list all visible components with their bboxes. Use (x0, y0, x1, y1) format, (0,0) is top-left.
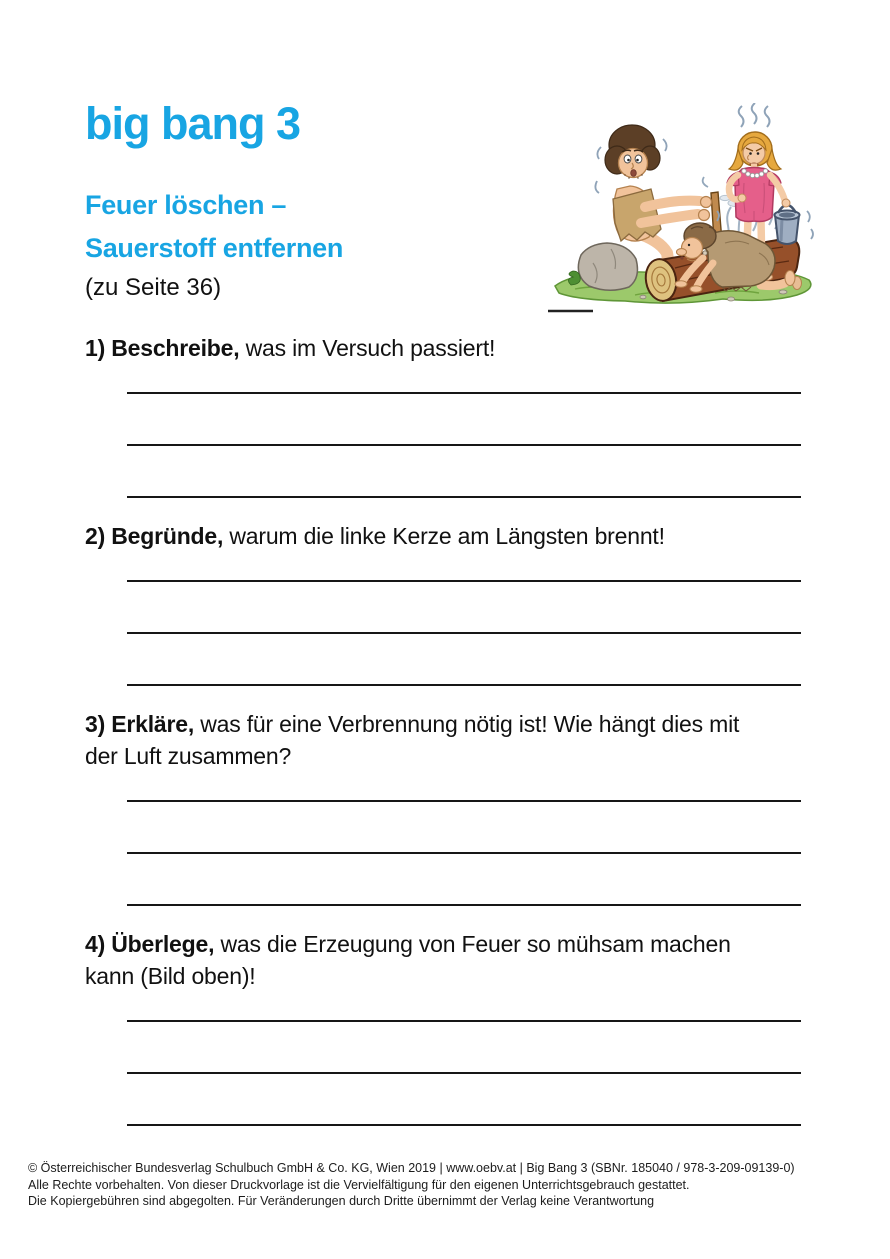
answer-line[interactable] (127, 446, 801, 498)
cavemen-fire-illustration (545, 103, 820, 316)
subtitle-line-1: Feuer löschen – (85, 190, 287, 220)
question-2-rest: warum die linke Kerze am Längsten brennt! (223, 523, 665, 549)
footer-line-2: Alle Rechte vorbehalten. Von dieser Druckvorlage ist die Vervielfältigung für den eigenen Unterrichtsgebrauch gestattet. (28, 1177, 690, 1192)
header (85, 98, 343, 304)
answer-line[interactable] (127, 802, 801, 854)
question-3 (85, 708, 845, 906)
answer-line[interactable] (127, 992, 801, 1022)
question-2-lead: 2) Begründe, (85, 523, 224, 549)
question-3-text-line2: der Luft zusammen? (85, 743, 292, 769)
answer-line[interactable] (127, 1074, 801, 1126)
page-reference: (zu Seite 36) (85, 274, 222, 301)
page-subtitle (85, 184, 343, 270)
questions-section (85, 332, 845, 1126)
answer-line[interactable] (127, 854, 801, 906)
question-4 (85, 928, 845, 1126)
answer-line[interactable] (127, 394, 801, 446)
question-4-text (85, 928, 845, 960)
question-1-text (85, 332, 845, 364)
answer-line[interactable] (127, 634, 801, 686)
question-1-lead: 1) Beschreibe, (85, 335, 240, 361)
question-2 (85, 520, 845, 686)
bucket (775, 199, 814, 244)
cavemen-fire-cartoon (545, 103, 820, 316)
footer-line-3: Die Kopiergebühren sind abgegolten. Für Veränderungen durch Dritte übernimmt der Verlag keine Verantwortung (28, 1194, 655, 1208)
question-1 (85, 332, 845, 498)
question-4-lead: 4) Überlege, (85, 931, 215, 957)
caveman-arms (641, 197, 712, 224)
answer-line[interactable] (127, 364, 801, 394)
answer-line[interactable] (127, 552, 801, 582)
subtitle-line-2: Sauerstoff entfernen (85, 233, 344, 263)
question-3-rest: was für eine Verbrennung nötig ist! Wie hängt dies mit (194, 711, 740, 737)
question-3-lead: 3) Erkläre, (85, 711, 195, 737)
question-2-text (85, 520, 845, 552)
answer-line[interactable] (127, 1022, 801, 1074)
question-4-rest: was die Erzeugung von Feuer so mühsam machen (214, 931, 731, 957)
answer-line[interactable] (127, 582, 801, 634)
copyright-footer (28, 1160, 868, 1210)
question-4-text-line2: kann (Bild oben)! (85, 963, 256, 989)
page-title: big bang 3 (85, 98, 300, 149)
footer-line-1: © Österreichischer Bundesverlag Schulbuch GmbH & Co. KG, Wien 2019 | www.oebv.at | Big Bang 3 (SBNr. 185040 / 978-3-209-09139-0) (28, 1161, 795, 1175)
question-1-rest: was im Versuch passiert! (239, 335, 496, 361)
answer-line[interactable] (127, 772, 801, 802)
question-3-text (85, 708, 845, 740)
